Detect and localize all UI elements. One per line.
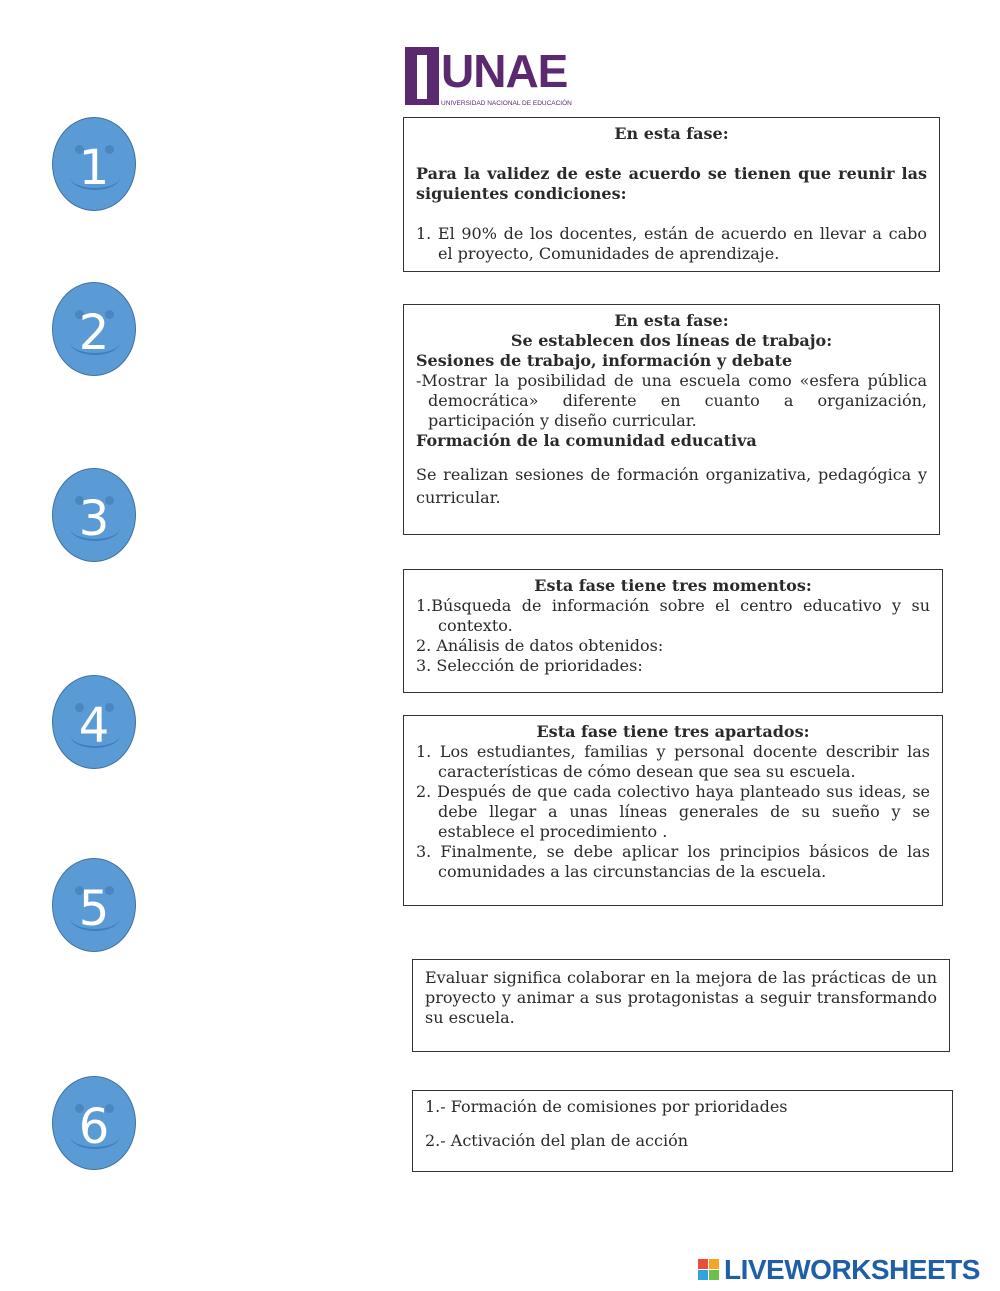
logo-mark (405, 47, 439, 105)
logo-text: UNAE (441, 45, 568, 97)
number-circle-1 (52, 117, 136, 211)
logo-subtitle: UNIVERSIDAD NACIONAL DE EDUCACIÓN (441, 100, 572, 107)
box-title: En esta fase: (614, 311, 729, 330)
phase-box-2 (403, 304, 940, 535)
list-item: 2. Análisis de datos obtenidos: (416, 636, 664, 655)
number-circle-6 (52, 1076, 136, 1170)
box-text: Evaluar significa colaborar en la mejora de las prácticas de un proyecto y animar a sus protagonistas a seguir transformando su escuela. (425, 968, 937, 1027)
circle-number: 1 (78, 140, 110, 196)
number-circle-2 (52, 282, 136, 376)
unae-logo (405, 45, 572, 111)
phase-box-3 (403, 569, 943, 693)
box-title: Esta fase tiene tres apartados: (536, 722, 810, 741)
number-circle-5 (52, 858, 136, 952)
list-item: 1.Búsqueda de información sobre el centro educativo y su contexto. (416, 596, 930, 635)
box-text: Se realizan sesiones de formación organizativa, pedagógica y curricular. (416, 465, 927, 507)
circle-number: 5 (78, 881, 110, 937)
list-item: 1.- Formación de comisiones por prioridades (425, 1097, 788, 1116)
box-heading: Para la validez de este acuerdo se tienen que reunir las siguientes condiciones: (416, 164, 927, 203)
list-item: 3. Selección de prioridades: (416, 656, 643, 675)
box-heading: Formación de la comunidad educativa (416, 431, 757, 450)
list-item: 2.- Activación del plan de acción (425, 1131, 689, 1150)
liveworksheets-icon (698, 1259, 720, 1281)
circle-number: 6 (78, 1099, 110, 1155)
list-item: 1. Los estudiantes, familias y personal docente describir las características de cómo desean que sea su escuela. (416, 742, 930, 781)
list-item: 2. Después de que cada colectivo haya planteado sus ideas, se debe llegar a unas líneas generales de su sueño y se establece el procedimiento . (416, 782, 930, 841)
number-circle-4 (52, 675, 136, 769)
box-title: En esta fase: (614, 124, 729, 143)
circle-number: 3 (78, 491, 110, 547)
number-circle-3 (52, 468, 136, 562)
phase-box-1 (403, 117, 940, 272)
phase-box-6 (412, 1090, 953, 1172)
box-heading: Sesiones de trabajo, información y debate (416, 351, 793, 370)
list-item: 3. Finalmente, se debe aplicar los principios básicos de las comunidades a las circunstancias de la escuela. (416, 842, 930, 881)
box-item: 1. El 90% de los docentes, están de acuerdo en llevar a cabo el proyecto, Comunidades de aprendizaje. (416, 224, 927, 263)
box-text: -Mostrar la posibilidad de una escuela como «esfera pública democrática» diferente en cuanto a organización, participación y diseño curricular. (416, 371, 927, 430)
phase-box-4 (403, 715, 943, 906)
circle-number: 2 (78, 305, 110, 361)
liveworksheets-text: LIVEWORKSHEETS (724, 1254, 980, 1285)
phase-box-5 (412, 959, 950, 1052)
circle-number: 4 (78, 698, 110, 754)
box-title: Esta fase tiene tres momentos: (534, 576, 812, 595)
box-subtitle: Se establecen dos líneas de trabajo: (510, 331, 833, 350)
